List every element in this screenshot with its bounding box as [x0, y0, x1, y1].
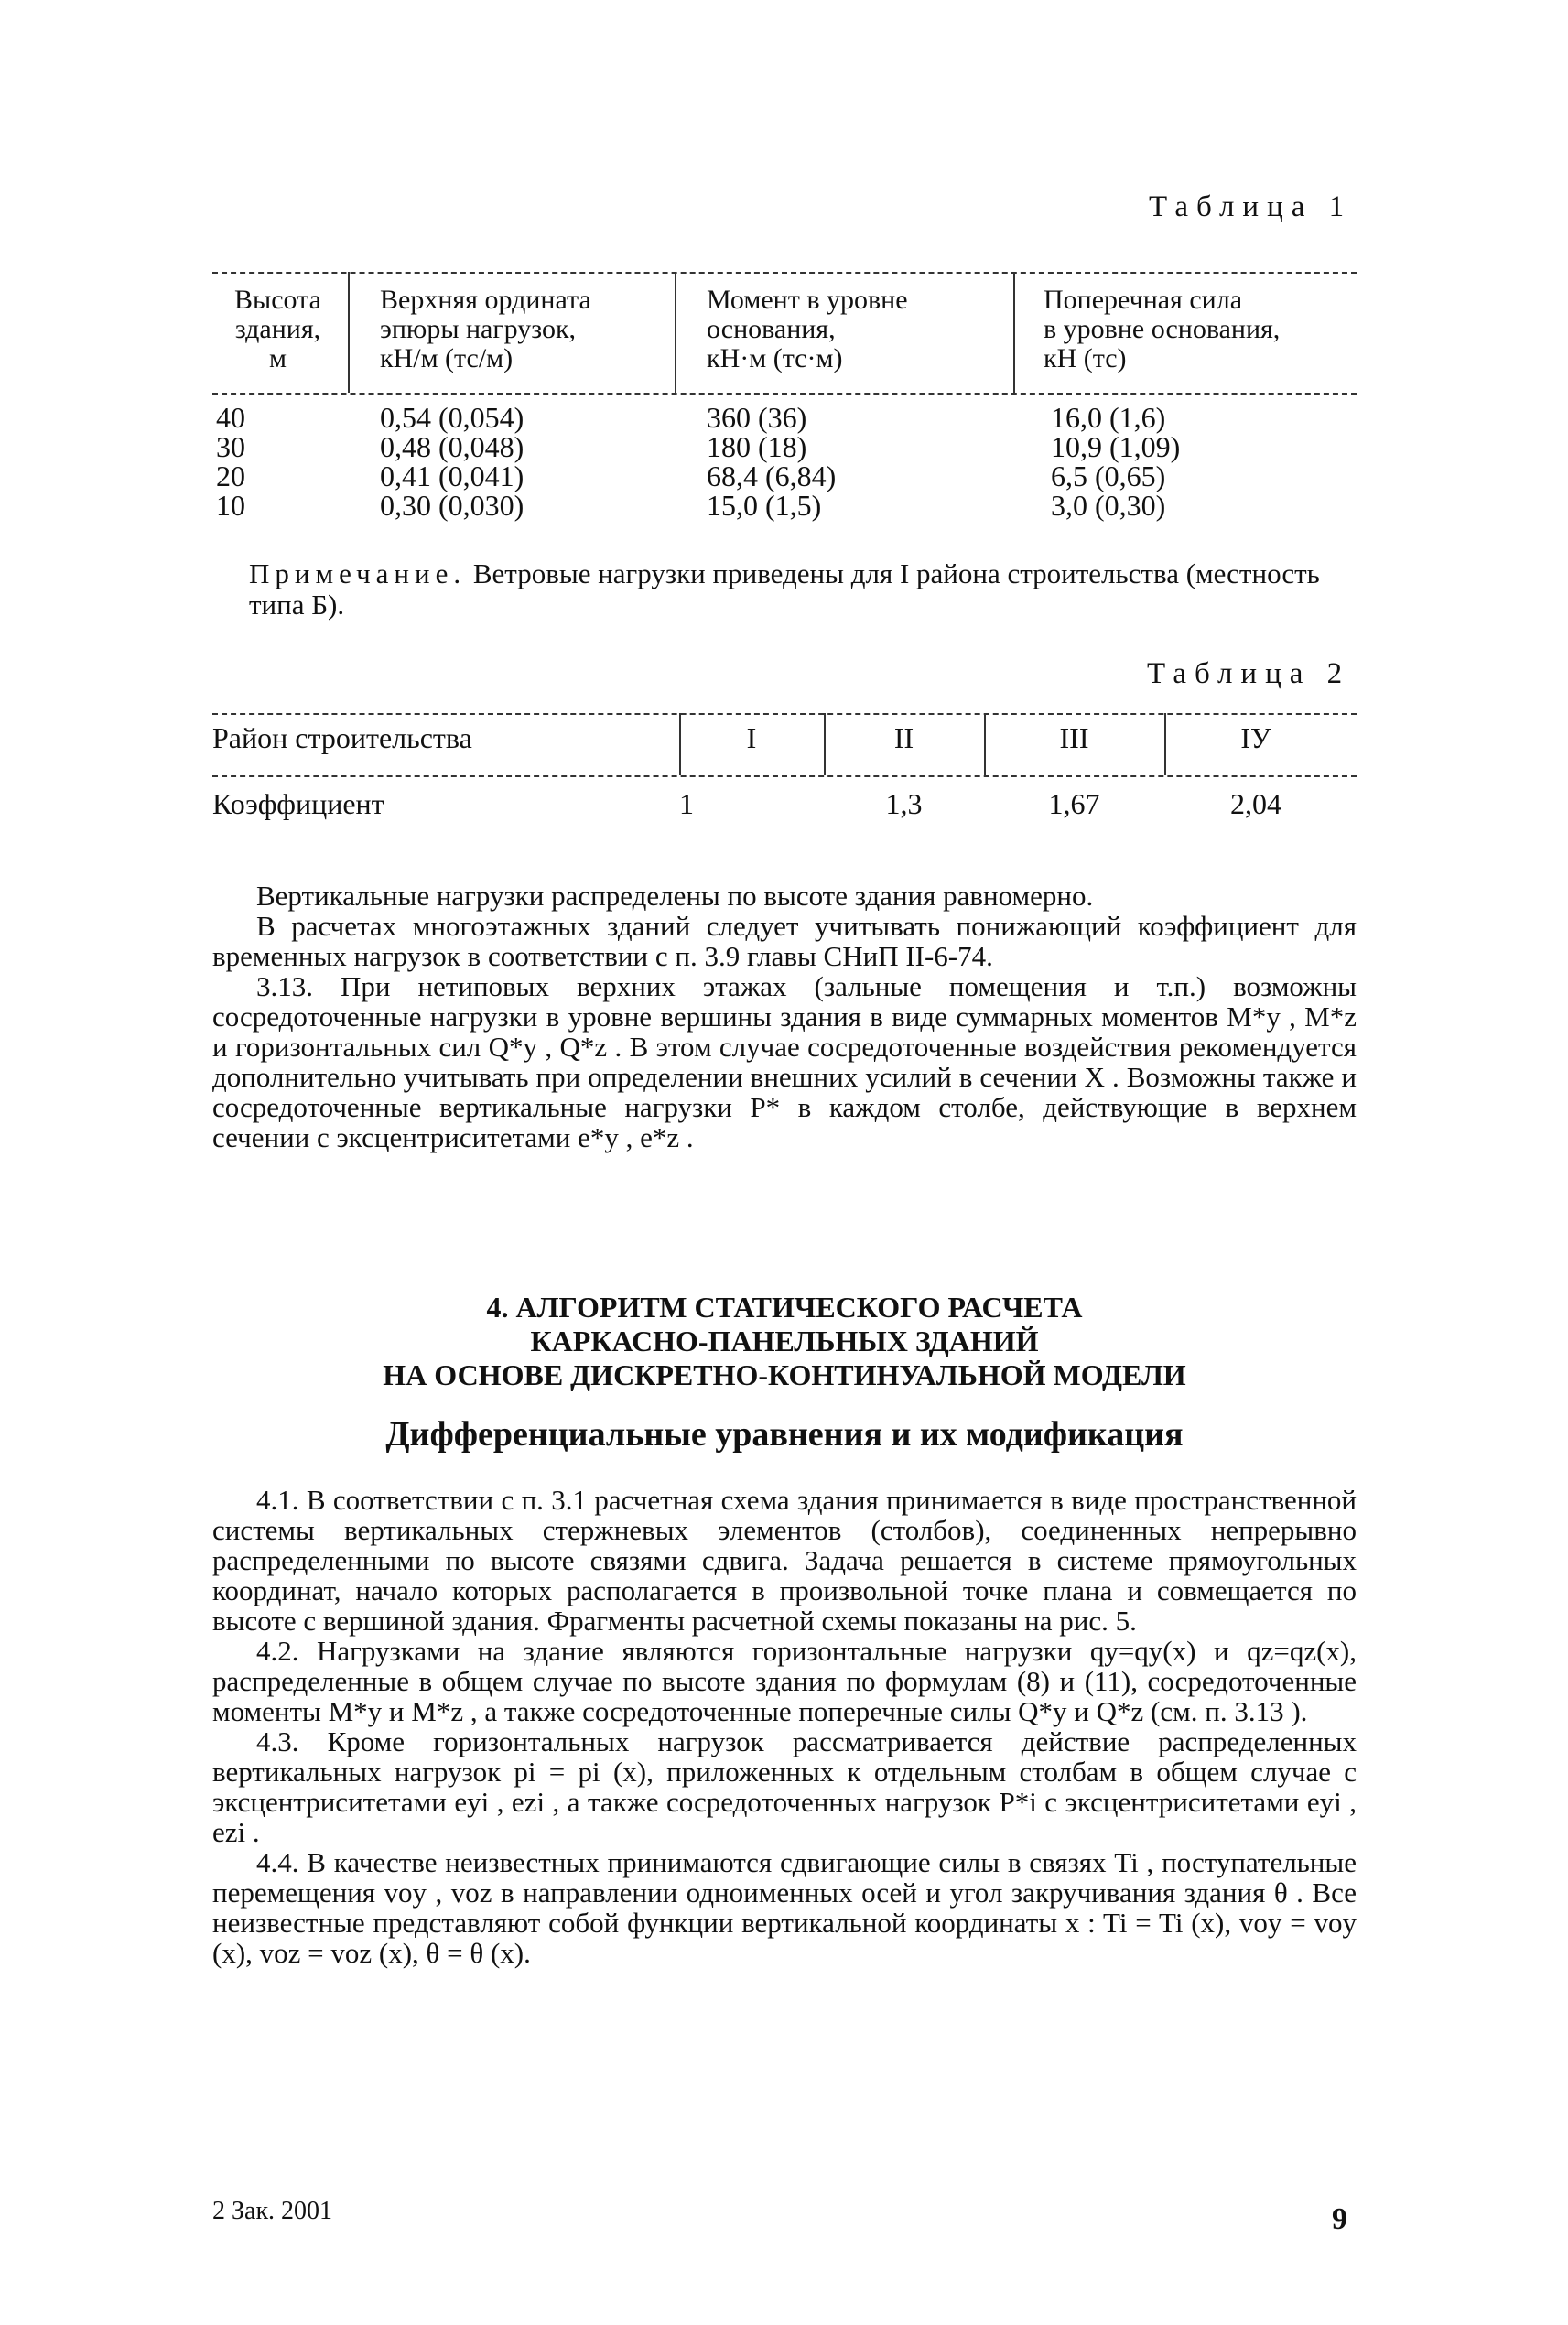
- table-cell: 6,5 (0,65): [1051, 460, 1166, 492]
- table-1-header-rule: [212, 393, 1357, 395]
- paragraph-3-13: 3.13. При нетиповых верхних этажах (зальные помещения и т.п.) возможны сосредоточенные нагрузки в уровне вершины здания в виде суммарных моментов M*y , M*z и горизонтальных сил Q*y , Q*z . В этом случае сосредоточенные воздействия рекомендуется дополнительно учитывать при определении внешних усилий в сечении X . Возможны также и сосредоточенные вертикальные нагрузки P* в каждом столбе, действующие в верхнем сечении с эксцентриситетами e*y , e*z .: [212, 970, 1357, 1153]
- table-cell: 0,48 (0,048): [380, 430, 524, 463]
- paragraph-4-2: 4.2. Нагрузками на здание являются горизонтальные нагрузки qy=qy(x) и qz=qz(x), распределенные в общем случае по высоте здания по формулам (8) и (11), сосредоточенные моменты M*y и M*z , а также сосредоточенные поперечные силы Q*y и Q*z (см. п. 3.13 ).: [212, 1635, 1357, 1727]
- table-1-note: [249, 558, 1357, 621]
- table-1-top-rule: [212, 272, 1357, 274]
- paragraph: В расчетах многоэтажных зданий следует учитывать понижающий коэффициент для временных нагрузок в соответствии с п. 3.9 главы СНиП II-6-74.: [212, 910, 1357, 972]
- table-cell: 20: [216, 460, 245, 492]
- note-text: Ветровые нагрузки приведены для I района строительства (местность типа Б).: [249, 557, 1320, 621]
- table-1-col-divider: [1013, 272, 1015, 393]
- table-cell: 360 (36): [707, 401, 807, 434]
- text-block-loads: [212, 881, 1357, 1152]
- table-1-header-moment: Момент в уровне основания, кН·м (тс·м): [707, 285, 908, 373]
- footer-order-mark: 2 Зак. 2001: [212, 2197, 333, 2225]
- table-cell: 30: [216, 430, 245, 463]
- table-1-header-shear: Поперечная сила в уровне основания, кН (тс): [1044, 285, 1281, 373]
- table-2-value-4: 2,04: [1230, 787, 1281, 820]
- table-cell: 16,0 (1,6): [1051, 401, 1166, 434]
- text-block-section-4: [212, 1485, 1357, 1968]
- table-cell: 40: [216, 401, 245, 434]
- table-1-header-height: Высота здания, м: [234, 285, 321, 373]
- table-2-header-label: Район строительства: [212, 721, 472, 754]
- table-2-value-2: 1,3: [885, 787, 923, 820]
- table-1-col-divider: [675, 272, 676, 393]
- paragraph-4-3: 4.3. Кроме горизонтальных нагрузок рассматривается действие распределенных вертикальных нагрузок pi = pi (x), приложенных к отдельным столбам в общем случае с эксцентриситетами eyi , ezi , а также сосредоточенных нагрузок P*i с эксцентриситетами eyi , ezi .: [212, 1725, 1357, 1848]
- table-2-top-rule: [212, 713, 1357, 715]
- table-2-value-1: 1: [679, 787, 694, 820]
- section-subtitle: Дифференциальные уравнения и их модификация: [385, 1415, 1184, 1454]
- table-2-region-1: I: [746, 721, 757, 754]
- table-2-region-4: IУ: [1240, 721, 1271, 754]
- table-cell: 0,30 (0,030): [380, 489, 524, 522]
- table-cell: 68,4 (6,84): [707, 460, 837, 492]
- paragraph-4-4: 4.4. В качестве неизвестных принимаются сдвигающие силы в связях Ti , поступательные перемещения voy , voz в направлении одноименных осей и угол закручивания здания θ . Все неизвестные представляют собой функции вертикальной координаты x : Ti = Ti (x), voy = voy (x), voz = voz (x), θ = θ (x).: [212, 1846, 1357, 1969]
- table-2-value-3: 1,67: [1048, 787, 1100, 820]
- table-cell: 3,0 (0,30): [1051, 489, 1166, 522]
- note-label: Примечание.: [249, 557, 467, 589]
- table-1-caption: Таблица 1: [1149, 190, 1353, 223]
- table-1-column-shear: [1051, 403, 1180, 520]
- table-cell: 180 (18): [707, 430, 807, 463]
- paragraph: Вертикальные нагрузки распределены по высоте здания равномерно.: [256, 880, 1094, 912]
- table-1-col-divider: [348, 272, 350, 393]
- table-2-row-label: Коэффициент: [212, 787, 384, 820]
- table-1-header-ordinate: Верхняя ордината эпюры нагрузок, кН/м (тс/м): [380, 285, 591, 373]
- table-2-region-3: III: [1059, 721, 1089, 754]
- table-2-region-2: II: [893, 721, 914, 754]
- table-cell: 15,0 (1,5): [707, 489, 822, 522]
- table-2-header-rule: [212, 775, 1357, 777]
- paragraph-4-1: 4.1. В соответствии с п. 3.1 расчетная схема здания принимается в виде пространственной системы вертикальных стержневых элементов (столбов), соединенных непрерывно распределенными по высоте связями сдвига. Задача решается в системе прямоугольных координат, начало которых располагается в произвольной точке плана и совмещается по высоте с вершиной здания. Фрагменты расчетной схемы показаны на рис. 5.: [212, 1484, 1357, 1637]
- table-cell: 10,9 (1,09): [1051, 430, 1181, 463]
- table-cell: 10: [216, 489, 245, 522]
- table-cell: 0,54 (0,054): [380, 401, 524, 434]
- page-number: 9: [1332, 2202, 1347, 2236]
- table-1-column-ordinate: [380, 403, 524, 520]
- table-2-caption: Таблица 2: [1147, 657, 1351, 690]
- table-1-column-moment: [707, 403, 836, 520]
- section-title: 4. АЛГОРИТМ СТАТИЧЕСКОГО РАСЧЕТА КАРКАСНО-ПАНЕЛЬНЫХ ЗДАНИЙ НА ОСНОВЕ ДИСКРЕТНО-КОНТИНУАЛЬНОЙ МОДЕЛИ: [383, 1291, 1186, 1391]
- table-1-column-height: [216, 403, 245, 520]
- table-cell: 0,41 (0,041): [380, 460, 524, 492]
